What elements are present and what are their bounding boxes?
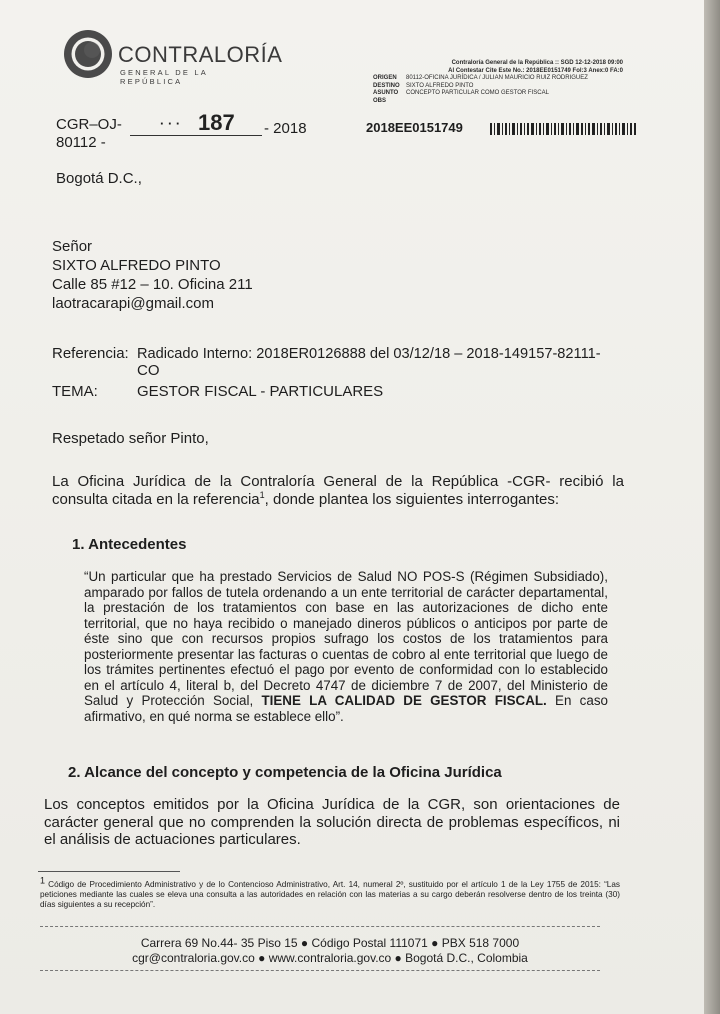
tema-value: GESTOR FISCAL - PARTICULARES: [137, 383, 384, 400]
reference-number: 187: [198, 110, 235, 135]
stamp-line-1: Contraloría General de la República :: SGD 12-12-2018 09:00: [451, 60, 623, 66]
reference-year: - 2018: [264, 120, 307, 137]
stamp-row: OBS: [373, 97, 387, 104]
footnote: $^1$ Código de Procedimiento Administrativo y de lo Contencioso Administrativo, Art. 14, numeral 2º, sustituido por el artículo 1 de la Ley 1755 de 2015: “Las peticiones mediante las cuales se eleva una consulta a las autoridades en relación con las materias a su cargo deberán resolverse dentro de los treinta (30) días siguientes a su recepción”.: [40, 875, 620, 909]
city-line: Bogotá D.C.,: [56, 170, 142, 187]
tema-label: TEMA:: [52, 383, 98, 400]
reference-value: Radicado Interno: 2018ER0126888 del 03/12/18 – 2018-149157-82111-: [137, 346, 601, 362]
barcode-icon: [490, 123, 636, 135]
reference-underline: [130, 135, 262, 136]
page-edge: [704, 0, 720, 1014]
stamp-line-2: Al Contestar Cite Este No.: 2018EE0151749 Fol:3 Anex:0 FA:0: [448, 67, 623, 74]
section-2-body: Los conceptos emitidos por la Oficina Jurídica de la CGR, son orientaciones de carácter general que no comprenden la solución directa de problemas específicos, ni el análisis de actuaciones particulares.: [44, 796, 620, 848]
contraloria-ring-icon: [62, 28, 114, 80]
reference-dots: · · ·: [160, 116, 181, 131]
section-2-heading: 2. Alcance del concepto y competencia de la Oficina Jurídica: [68, 764, 502, 781]
footnote-separator: [38, 871, 180, 872]
reference-label: Referencia:: [52, 345, 129, 362]
recipient-name: SIXTO ALFREDO PINTO: [52, 257, 221, 274]
intro-paragraph: La Oficina Jurídica de la Contraloría General de la República -CGR- recibió la consulta citada en la referencia$^1$, donde plantea los siguientes interrogantes:: [52, 473, 624, 508]
consultation-quote: “Un particular que ha prestado Servicios de Salud NO POS-S (Régimen Subsidiado), amparado por fallos de tutela ordenando a un ente territorial de carácter departamental, la prestación de los tratamientos con base en las autorizaciones de dicho ente territorial, que no haya recibido o manejado dineros públicos o anticipos por parte de éste sino que con recursos propios sufrago los costos de los tratamientos para posteriormente presentar las facturas o cuentas de cobro al ente territorial que luego de los trámites pertinentes efectuó el pago por evento de conformidad con lo establecido en el artículo 4, literal b, del Decreto 4747 de diciembre 7 de 2007, del Ministerio de Salud y Protección Social, TIENE LA CALIDAD DE GESTOR FISCAL. En caso afirmativo, en qué norma se establece ello”.: [84, 569, 608, 724]
reference-value-cont: CO: [137, 362, 160, 379]
reference-code: CGR–OJ- 80112 -: [56, 116, 122, 151]
greeting: Respetado señor Pinto,: [52, 430, 209, 447]
radicado-stamp: [373, 60, 623, 106]
footer-divider: [40, 926, 600, 927]
stamp-row: ORIGEN 80112-OFICINA JURÍDICA / JULIAN MAURICIO RUIZ RODRIGUEZ: [373, 75, 588, 82]
footer-address: Carrera 69 No.44- 35 Piso 15 ● Código Postal 111071 ● PBX 518 7000: [140, 936, 520, 950]
recipient-salutation: Señor: [52, 238, 93, 255]
radicado-number: 2018EE0151749: [366, 120, 463, 135]
logo-name: CONTRALORÍA: [118, 42, 283, 67]
logo-subtitle: GENERAL DE LA REPÚBLICA: [120, 68, 208, 86]
footer-divider-bottom: [40, 970, 600, 971]
footnote-ref: 1: [259, 490, 265, 500]
recipient-email: laotracarapi@gmail.com: [52, 295, 214, 312]
recipient-address: Calle 85 #12 – 10. Oficina 211: [52, 276, 253, 293]
contraloria-logo: [62, 26, 283, 86]
stamp-row: DESTINO SIXTO ALFREDO PINTO: [373, 82, 474, 89]
footer-contact: cgr@contraloria.gov.co ● www.contraloria.gov.co ● Bogotá D.C., Colombia: [132, 951, 528, 965]
section-1-heading: 1. Antecedentes: [72, 536, 187, 553]
stamp-row: ASUNTO CONCEPTO PARTICULAR COMO GESTOR FISCAL: [373, 90, 549, 97]
